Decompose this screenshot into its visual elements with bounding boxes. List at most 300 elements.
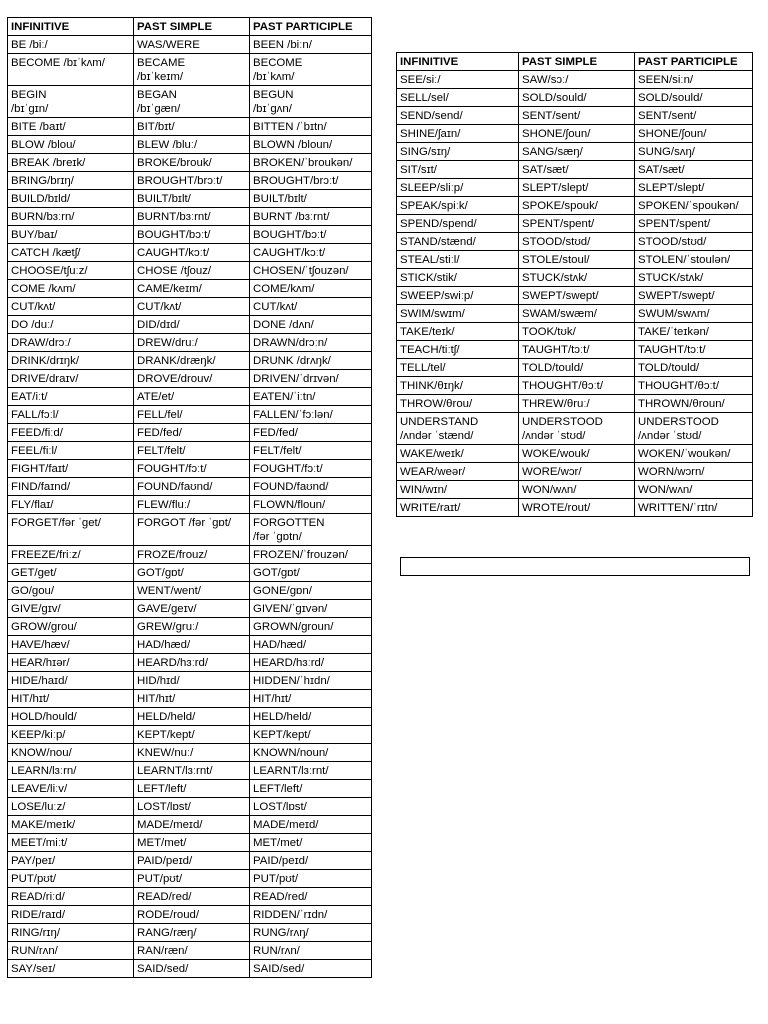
cell-past-participle: SOLD/sould/ [635, 89, 753, 107]
cell-infinitive: BITE /baɪt/ [8, 118, 134, 136]
cell-infinitive: MAKE/meɪk/ [8, 816, 134, 834]
cell-infinitive: GO/gou/ [8, 582, 134, 600]
cell-past-simple: PUT/pʊt/ [134, 870, 250, 888]
table-row [397, 463, 753, 481]
cell-infinitive: SELL/sel/ [397, 89, 519, 107]
cell-past-simple: LOST/lɒst/ [134, 798, 250, 816]
cell-past-participle: RIDDEN/ˈrɪdn/ [250, 906, 372, 924]
cell-past-simple: BEGAN /bɪˈɡæn/ [134, 86, 250, 118]
cell-past-participle: TAUGHT/tɔːt/ [635, 341, 753, 359]
cell-past-participle: SPOKEN/ˈspoukən/ [635, 197, 753, 215]
cell-infinitive: RUN/rʌn/ [8, 942, 134, 960]
cell-past-participle: FED/fed/ [250, 424, 372, 442]
cell-past-simple: LEFT/left/ [134, 780, 250, 798]
header-past-participle: PAST PARTICIPLE [635, 53, 753, 71]
cell-past-simple: BROUGHT/brɔːt/ [134, 172, 250, 190]
cell-past-participle: BLOWN /bloun/ [250, 136, 372, 154]
cell-past-participle: WOKEN/ˈwoukən/ [635, 445, 753, 463]
cell-infinitive: LEARN/lɜːrn/ [8, 762, 134, 780]
table-row [397, 445, 753, 463]
cell-past-simple: TAUGHT/tɔːt/ [519, 341, 635, 359]
cell-past-simple: BUILT/bɪlt/ [134, 190, 250, 208]
cell-past-participle: STOOD/stʊd/ [635, 233, 753, 251]
table-row [8, 496, 372, 514]
cell-past-simple: ATE/et/ [134, 388, 250, 406]
cell-infinitive: HAVE/hæv/ [8, 636, 134, 654]
header-infinitive: INFINITIVE [397, 53, 519, 71]
table-row [397, 161, 753, 179]
cell-infinitive: MEET/miːt/ [8, 834, 134, 852]
cell-past-simple: FED/fed/ [134, 424, 250, 442]
table-row [397, 305, 753, 323]
cell-past-participle: MADE/meɪd/ [250, 816, 372, 834]
cell-past-participle: DRIVEN/ˈdrɪvən/ [250, 370, 372, 388]
cell-past-participle: FOUGHT/fɔːt/ [250, 460, 372, 478]
cell-past-participle: BOUGHT/bɔːt/ [250, 226, 372, 244]
cell-past-simple: SAID/sed/ [134, 960, 250, 978]
cell-past-simple: MET/met/ [134, 834, 250, 852]
cell-infinitive: HEAR/hɪər/ [8, 654, 134, 672]
cell-infinitive: SWEEP/swiːp/ [397, 287, 519, 305]
table-row [8, 36, 372, 54]
cell-past-participle: BEGUN /bɪˈɡʌn/ [250, 86, 372, 118]
table-row [8, 442, 372, 460]
table-row [8, 262, 372, 280]
cell-infinitive: UNDERSTAND /ʌndər ˈstænd/ [397, 413, 519, 445]
table-row [8, 136, 372, 154]
table-row [8, 208, 372, 226]
cell-past-participle: FROZEN/ˈfrouzən/ [250, 546, 372, 564]
table-row [8, 424, 372, 442]
cell-infinitive: BUY/baɪ/ [8, 226, 134, 244]
cell-past-simple: SWAM/swæm/ [519, 305, 635, 323]
cell-past-simple: SPENT/spent/ [519, 215, 635, 233]
cell-past-participle: UNDERSTOOD /ʌndər ˈstʊd/ [635, 413, 753, 445]
table-row [8, 744, 372, 762]
cell-infinitive: BRING/brɪŋ/ [8, 172, 134, 190]
table-row [8, 600, 372, 618]
cell-infinitive: BREAK /breɪk/ [8, 154, 134, 172]
table-row [397, 269, 753, 287]
cell-past-simple: WOKE/wouk/ [519, 445, 635, 463]
cell-past-simple: BIT/bɪt/ [134, 118, 250, 136]
irregular-verbs-table-right [396, 52, 753, 517]
cell-infinitive: GET/get/ [8, 564, 134, 582]
table-row [397, 251, 753, 269]
cell-past-participle: WORN/wɔrn/ [635, 463, 753, 481]
cell-past-simple: SPOKE/spouk/ [519, 197, 635, 215]
cell-past-simple: TOOK/tʊk/ [519, 323, 635, 341]
cell-infinitive: BURN/bɜːrn/ [8, 208, 134, 226]
cell-past-participle: WRITTEN/ˈrɪtn/ [635, 499, 753, 517]
cell-infinitive: RING/rɪŋ/ [8, 924, 134, 942]
empty-box [400, 557, 750, 576]
cell-infinitive: STICK/stik/ [397, 269, 519, 287]
cell-past-participle: DONE /dʌn/ [250, 316, 372, 334]
table-row [397, 481, 753, 499]
table-row [8, 834, 372, 852]
cell-infinitive: DRAW/drɔː/ [8, 334, 134, 352]
cell-past-participle: CAUGHT/kɔːt/ [250, 244, 372, 262]
cell-past-participle: BECOME /bɪˈkʌm/ [250, 54, 372, 86]
cell-past-participle: PAID/peɪd/ [250, 852, 372, 870]
cell-past-simple: SHONE/ʃoun/ [519, 125, 635, 143]
cell-infinitive: EAT/iːt/ [8, 388, 134, 406]
cell-past-participle: HEARD/hɜːrd/ [250, 654, 372, 672]
cell-infinitive: STEAL/stiːl/ [397, 251, 519, 269]
cell-past-participle: CHOSEN/ˈtʃouzən/ [250, 262, 372, 280]
cell-past-simple: RAN/ræn/ [134, 942, 250, 960]
cell-past-participle: DRUNK /drʌŋk/ [250, 352, 372, 370]
cell-past-participle: KNOWN/noun/ [250, 744, 372, 762]
cell-infinitive: FALL/fɔːl/ [8, 406, 134, 424]
table-row [397, 197, 753, 215]
cell-past-simple: MADE/meɪd/ [134, 816, 250, 834]
cell-infinitive: SEND/send/ [397, 107, 519, 125]
cell-infinitive: WRITE/raɪt/ [397, 499, 519, 517]
header-row [397, 53, 753, 71]
cell-past-simple: SAT/sæt/ [519, 161, 635, 179]
table-row [8, 546, 372, 564]
cell-past-participle: FLOWN/floun/ [250, 496, 372, 514]
cell-past-participle: BROUGHT/brɔːt/ [250, 172, 372, 190]
table-row [397, 359, 753, 377]
cell-infinitive: CHOOSE/tʃuːz/ [8, 262, 134, 280]
cell-past-simple: DID/dɪd/ [134, 316, 250, 334]
cell-past-participle: FOUND/faʊnd/ [250, 478, 372, 496]
cell-infinitive: SAY/seɪ/ [8, 960, 134, 978]
cell-past-participle: FORGOTTEN /fər ˈgɒtn/ [250, 514, 372, 546]
table-row [8, 618, 372, 636]
table-row [397, 71, 753, 89]
cell-infinitive: COME /kʌm/ [8, 280, 134, 298]
cell-past-simple: STOOD/stʊd/ [519, 233, 635, 251]
cell-past-simple: SANG/sæŋ/ [519, 143, 635, 161]
cell-infinitive: HIDE/haɪd/ [8, 672, 134, 690]
cell-past-simple: BURNT/bɜːrnt/ [134, 208, 250, 226]
cell-past-simple: HID/hɪd/ [134, 672, 250, 690]
irregular-verbs-table-left [7, 17, 372, 978]
cell-past-participle: LEARNT/lɜːrnt/ [250, 762, 372, 780]
cell-past-participle: SUNG/sʌŋ/ [635, 143, 753, 161]
cell-past-simple: GREW/gruː/ [134, 618, 250, 636]
table-row [397, 499, 753, 517]
cell-past-simple: HAD/hæd/ [134, 636, 250, 654]
cell-infinitive: LOSE/luːz/ [8, 798, 134, 816]
table-row [8, 798, 372, 816]
cell-past-participle: GOT/gɒt/ [250, 564, 372, 582]
cell-infinitive: WEAR/weər/ [397, 463, 519, 481]
table-row [8, 888, 372, 906]
table-row [397, 179, 753, 197]
cell-past-participle: THOUGHT/θɔːt/ [635, 377, 753, 395]
cell-infinitive: BUILD/bɪld/ [8, 190, 134, 208]
cell-past-participle: BROKEN/ˈbroukən/ [250, 154, 372, 172]
cell-infinitive: SPEND/spend/ [397, 215, 519, 233]
cell-infinitive: SEE/siː/ [397, 71, 519, 89]
cell-infinitive: HOLD/hould/ [8, 708, 134, 726]
cell-past-participle: READ/red/ [250, 888, 372, 906]
cell-past-participle: TOLD/tould/ [635, 359, 753, 377]
cell-past-simple: SLEPT/slept/ [519, 179, 635, 197]
cell-past-participle: RUN/rʌn/ [250, 942, 372, 960]
table-row [8, 690, 372, 708]
cell-infinitive: TEACH/tiːtʃ/ [397, 341, 519, 359]
cell-past-participle: HIT/hɪt/ [250, 690, 372, 708]
header-infinitive: INFINITIVE [8, 18, 134, 36]
cell-past-participle: WON/wʌn/ [635, 481, 753, 499]
table-row [8, 54, 372, 86]
cell-past-participle: LOST/lɒst/ [250, 798, 372, 816]
cell-past-simple: STOLE/stoul/ [519, 251, 635, 269]
cell-infinitive: FLY/flaɪ/ [8, 496, 134, 514]
table-row [8, 280, 372, 298]
cell-past-simple: CAME/keɪm/ [134, 280, 250, 298]
cell-past-simple: LEARNT/lɜːrnt/ [134, 762, 250, 780]
cell-past-simple: FELL/fel/ [134, 406, 250, 424]
cell-past-simple: CUT/kʌt/ [134, 298, 250, 316]
table-row [8, 316, 372, 334]
cell-infinitive: SING/sɪŋ/ [397, 143, 519, 161]
cell-past-simple: SWEPT/swept/ [519, 287, 635, 305]
cell-past-simple: PAID/peɪd/ [134, 852, 250, 870]
table-row [8, 654, 372, 672]
table-row [397, 341, 753, 359]
cell-past-simple: KNEW/nuː/ [134, 744, 250, 762]
cell-past-simple: READ/red/ [134, 888, 250, 906]
table-row [8, 582, 372, 600]
table-row [397, 107, 753, 125]
cell-infinitive: FEEL/fiːl/ [8, 442, 134, 460]
cell-past-participle: GROWN/groun/ [250, 618, 372, 636]
cell-past-participle: COME/kʌm/ [250, 280, 372, 298]
table-row [8, 226, 372, 244]
cell-infinitive: FIND/faɪnd/ [8, 478, 134, 496]
header-past-participle: PAST PARTICIPLE [250, 18, 372, 36]
cell-past-simple: WORE/wɔr/ [519, 463, 635, 481]
cell-past-participle: BITTEN /ˈbɪtn/ [250, 118, 372, 136]
table-row [8, 118, 372, 136]
table-row [397, 395, 753, 413]
cell-infinitive: CATCH /kætʃ/ [8, 244, 134, 262]
cell-infinitive: SHINE/ʃaɪn/ [397, 125, 519, 143]
table-row [8, 672, 372, 690]
cell-past-simple: WAS/WERE [134, 36, 250, 54]
cell-past-simple: UNDERSTOOD /ʌndər ˈstʊd/ [519, 413, 635, 445]
cell-past-participle: TAKE/ˈteɪkən/ [635, 323, 753, 341]
cell-past-participle: RUNG/rʌŋ/ [250, 924, 372, 942]
cell-past-simple: BECAME /bɪˈkeɪm/ [134, 54, 250, 86]
cell-past-simple: FLEW/fluː/ [134, 496, 250, 514]
table-row [8, 564, 372, 582]
cell-past-simple: HIT/hɪt/ [134, 690, 250, 708]
cell-infinitive: CUT/kʌt/ [8, 298, 134, 316]
table-row [397, 215, 753, 233]
cell-past-simple: BLEW /bluː/ [134, 136, 250, 154]
cell-past-participle: SAT/sæt/ [635, 161, 753, 179]
cell-past-participle: MET/met/ [250, 834, 372, 852]
cell-infinitive: HIT/hɪt/ [8, 690, 134, 708]
cell-infinitive: DO /duː/ [8, 316, 134, 334]
cell-infinitive: PUT/pʊt/ [8, 870, 134, 888]
cell-past-simple: KEPT/kept/ [134, 726, 250, 744]
cell-infinitive: SLEEP/sliːp/ [397, 179, 519, 197]
cell-past-participle: FALLEN/ˈfɔːlən/ [250, 406, 372, 424]
cell-infinitive: BEGIN /bɪˈɡɪn/ [8, 86, 134, 118]
cell-infinitive: GROW/grou/ [8, 618, 134, 636]
cell-past-participle: SPENT/spent/ [635, 215, 753, 233]
cell-infinitive: TELL/tel/ [397, 359, 519, 377]
cell-infinitive: SWIM/swɪm/ [397, 305, 519, 323]
cell-infinitive: PAY/peɪ/ [8, 852, 134, 870]
cell-past-participle: HAD/hæd/ [250, 636, 372, 654]
table-row [397, 287, 753, 305]
table-row [8, 86, 372, 118]
cell-past-simple: RANG/ræŋ/ [134, 924, 250, 942]
cell-past-participle: SEEN/siːn/ [635, 71, 753, 89]
cell-past-participle: STUCK/stʌk/ [635, 269, 753, 287]
table-row [8, 478, 372, 496]
cell-infinitive: FIGHT/faɪt/ [8, 460, 134, 478]
cell-past-simple: DROVE/drouv/ [134, 370, 250, 388]
cell-past-participle: HIDDEN/ˈhɪdn/ [250, 672, 372, 690]
cell-infinitive: DRINK/drɪŋk/ [8, 352, 134, 370]
cell-past-simple: THOUGHT/θɔːt/ [519, 377, 635, 395]
cell-past-simple: WON/wʌn/ [519, 481, 635, 499]
table-row [8, 816, 372, 834]
table-row [8, 298, 372, 316]
table-row [8, 388, 372, 406]
cell-past-participle: LEFT/left/ [250, 780, 372, 798]
cell-infinitive: FORGET/fər ˈget/ [8, 514, 134, 546]
cell-past-simple: WROTE/rout/ [519, 499, 635, 517]
cell-past-simple: HELD/held/ [134, 708, 250, 726]
table-body-right [397, 71, 753, 517]
cell-past-simple: CAUGHT/kɔːt/ [134, 244, 250, 262]
table-row [397, 125, 753, 143]
cell-past-simple: BROKE/brouk/ [134, 154, 250, 172]
table-row [8, 924, 372, 942]
header-row [8, 18, 372, 36]
cell-infinitive: WAKE/weɪk/ [397, 445, 519, 463]
cell-past-simple: SENT/sent/ [519, 107, 635, 125]
cell-past-simple: SAW/sɔː/ [519, 71, 635, 89]
cell-past-simple: CHOSE /tʃouz/ [134, 262, 250, 280]
cell-past-participle: SENT/sent/ [635, 107, 753, 125]
cell-past-participle: FELT/felt/ [250, 442, 372, 460]
cell-past-simple: BOUGHT/bɔːt/ [134, 226, 250, 244]
table-row [8, 636, 372, 654]
cell-infinitive: DRIVE/draɪv/ [8, 370, 134, 388]
table-row [8, 852, 372, 870]
cell-infinitive: READ/riːd/ [8, 888, 134, 906]
cell-infinitive: BECOME /bɪˈkʌm/ [8, 54, 134, 86]
cell-past-participle: SWUM/swʌm/ [635, 305, 753, 323]
table-row [8, 960, 372, 978]
table-row [397, 377, 753, 395]
cell-past-participle: BUILT/bɪlt/ [250, 190, 372, 208]
cell-past-simple: THREW/θruː/ [519, 395, 635, 413]
cell-past-participle: BEEN /biːn/ [250, 36, 372, 54]
cell-past-participle: KEPT/kept/ [250, 726, 372, 744]
table-row [8, 244, 372, 262]
table-row [8, 370, 372, 388]
table-row [397, 413, 753, 445]
cell-past-simple: FORGOT /fər ˈgɒt/ [134, 514, 250, 546]
cell-infinitive: THROW/θrou/ [397, 395, 519, 413]
cell-infinitive: BLOW /blou/ [8, 136, 134, 154]
cell-past-participle: GIVEN/ˈgɪvən/ [250, 600, 372, 618]
cell-infinitive: BE /biː/ [8, 36, 134, 54]
cell-past-simple: DREW/druː/ [134, 334, 250, 352]
cell-infinitive: GIVE/gɪv/ [8, 600, 134, 618]
table-row [8, 708, 372, 726]
cell-infinitive: RIDE/raɪd/ [8, 906, 134, 924]
cell-past-participle: STOLEN/ˈstoulən/ [635, 251, 753, 269]
table-row [397, 233, 753, 251]
cell-past-participle: HELD/held/ [250, 708, 372, 726]
cell-past-simple: TOLD/tould/ [519, 359, 635, 377]
table-row [8, 514, 372, 546]
cell-past-participle: THROWN/θroun/ [635, 395, 753, 413]
cell-past-participle: EATEN/ˈiːtn/ [250, 388, 372, 406]
cell-infinitive: LEAVE/liːv/ [8, 780, 134, 798]
header-past-simple: PAST SIMPLE [134, 18, 250, 36]
cell-past-simple: FROZE/frouz/ [134, 546, 250, 564]
cell-past-participle: DRAWN/drɔːn/ [250, 334, 372, 352]
header-past-simple: PAST SIMPLE [519, 53, 635, 71]
table-row [8, 870, 372, 888]
table-row [397, 89, 753, 107]
cell-infinitive: WIN/wɪn/ [397, 481, 519, 499]
cell-past-participle: SLEPT/slept/ [635, 179, 753, 197]
cell-past-participle: BURNT /bɜːrnt/ [250, 208, 372, 226]
table-row [8, 154, 372, 172]
cell-past-simple: FOUGHT/fɔːt/ [134, 460, 250, 478]
cell-past-participle: SWEPT/swept/ [635, 287, 753, 305]
cell-infinitive: FREEZE/friːz/ [8, 546, 134, 564]
cell-past-simple: GAVE/geɪv/ [134, 600, 250, 618]
cell-past-participle: CUT/kʌt/ [250, 298, 372, 316]
cell-infinitive: KNOW/nou/ [8, 744, 134, 762]
table-row [8, 942, 372, 960]
table-row [8, 406, 372, 424]
table-row [8, 780, 372, 798]
cell-past-simple: GOT/gɒt/ [134, 564, 250, 582]
cell-past-participle: SAID/sed/ [250, 960, 372, 978]
table-row [397, 323, 753, 341]
table-row [8, 460, 372, 478]
table-row [8, 906, 372, 924]
cell-past-participle: SHONE/ʃoun/ [635, 125, 753, 143]
cell-infinitive: SIT/sɪt/ [397, 161, 519, 179]
table-row [8, 726, 372, 744]
cell-past-participle: PUT/pʊt/ [250, 870, 372, 888]
cell-infinitive: TAKE/teɪk/ [397, 323, 519, 341]
cell-past-simple: DRANK/dræŋk/ [134, 352, 250, 370]
table-row [397, 143, 753, 161]
cell-infinitive: FEED/fiːd/ [8, 424, 134, 442]
cell-past-simple: FELT/felt/ [134, 442, 250, 460]
table-row [8, 190, 372, 208]
cell-past-simple: WENT/went/ [134, 582, 250, 600]
table-body-left [8, 36, 372, 978]
table-row [8, 334, 372, 352]
cell-infinitive: SPEAK/spiːk/ [397, 197, 519, 215]
cell-past-simple: RODE/roud/ [134, 906, 250, 924]
table-row [8, 352, 372, 370]
table-row [8, 762, 372, 780]
